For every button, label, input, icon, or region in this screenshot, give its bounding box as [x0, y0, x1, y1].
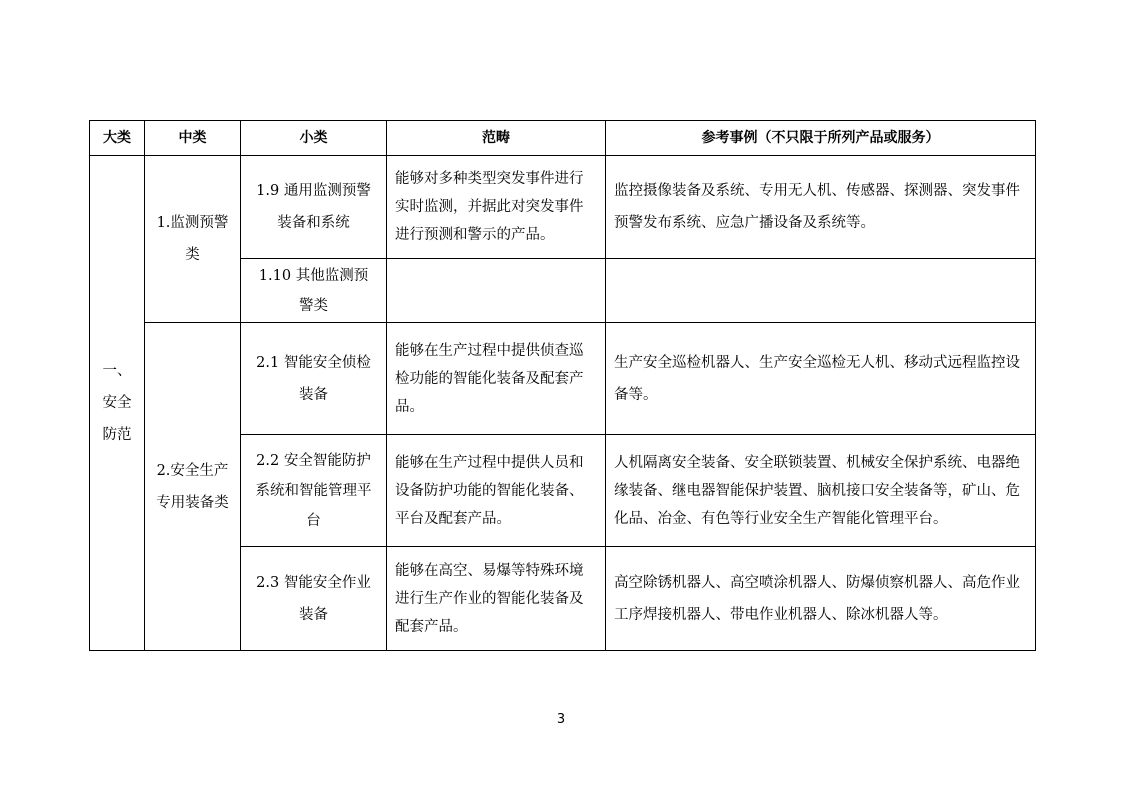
sub-category-cell: [241, 156, 387, 259]
catalog-table: [89, 120, 1036, 651]
sub-category-text: 1.9 通用监测预警 装备和系统: [256, 183, 371, 231]
examples-text: 高空除锈机器人、高空喷涂机器人、防爆侦察机器人、高危作业工序焊接机器人、带电作业机器人、除冰机器人等。: [614, 574, 1020, 623]
header-scope: 范畴: [387, 121, 606, 156]
scope-text: 能够对多种类型突发事件进行实时监测，并据此对突发事件进行预测和警示的产品。: [395, 171, 584, 243]
examples-cell: [606, 547, 1036, 651]
mid-category-text: 2.安全生产 专用装备类: [156, 462, 229, 511]
examples-text: 监控摄像装备及系统、专用无人机、传感器、探测器、突发事件预警发布系统、应急广播设备及系统等。: [614, 183, 1020, 231]
examples-cell: [606, 435, 1036, 547]
page-number: 3: [556, 712, 566, 727]
sub-category-cell: [241, 547, 387, 651]
table-row: [90, 323, 1036, 435]
scope-text: 能够在高空、易爆等特殊环境进行生产作业的智能化装备及配套产品。: [395, 562, 584, 635]
scope-text: 能够在生产过程中提供人员和设备防护功能的智能化装备、平台及配套产品。: [395, 454, 584, 527]
examples-text: 人机隔离安全装备、安全联锁装置、机械安全保护系统、电器绝缘装备、继电器智能保护装置、脑机接口安全装备等，矿山、危化品、冶金、有色等行业安全生产智能化管理平台。: [614, 454, 1020, 527]
major-category-text: 一、 安全 防范: [102, 363, 132, 443]
sub-category-text: 2.3 智能安全作业 装备: [256, 574, 371, 623]
sub-category-text: 1.10 其他监测预 警类: [258, 267, 369, 314]
mid-category-text: 1.监测预警 类: [156, 215, 229, 263]
table-row: [90, 156, 1036, 259]
table-header-row: [90, 121, 1036, 156]
scope-cell: [387, 435, 606, 547]
examples-cell: [606, 259, 1036, 323]
header-mid: 中类: [145, 121, 241, 156]
scope-cell: [387, 547, 606, 651]
sub-category-text: 2.1 智能安全侦检 装备: [256, 354, 371, 403]
mid-category-cell: [145, 156, 241, 323]
header-major: 大类: [90, 121, 145, 156]
examples-cell: [606, 156, 1036, 259]
scope-cell: [387, 156, 606, 259]
examples-cell: [606, 323, 1036, 435]
scope-cell: [387, 323, 606, 435]
header-examples: 参考事例（不只限于所列产品或服务）: [606, 121, 1036, 156]
scope-text: 能够在生产过程中提供侦查巡检功能的智能化装备及配套产品。: [395, 342, 584, 415]
examples-text: 生产安全巡检机器人、生产安全巡检无人机、移动式远程监控设备等。: [614, 354, 1020, 403]
mid-category-cell: [145, 323, 241, 651]
sub-category-cell: [241, 323, 387, 435]
sub-category-cell: [241, 259, 387, 323]
header-sub: 小类: [241, 121, 387, 156]
scope-cell: [387, 259, 606, 323]
major-category-cell: [90, 156, 145, 651]
sub-category-cell: [241, 435, 387, 547]
sub-category-text: 2.2 安全智能防护 系统和智能管理平 台: [255, 452, 372, 529]
